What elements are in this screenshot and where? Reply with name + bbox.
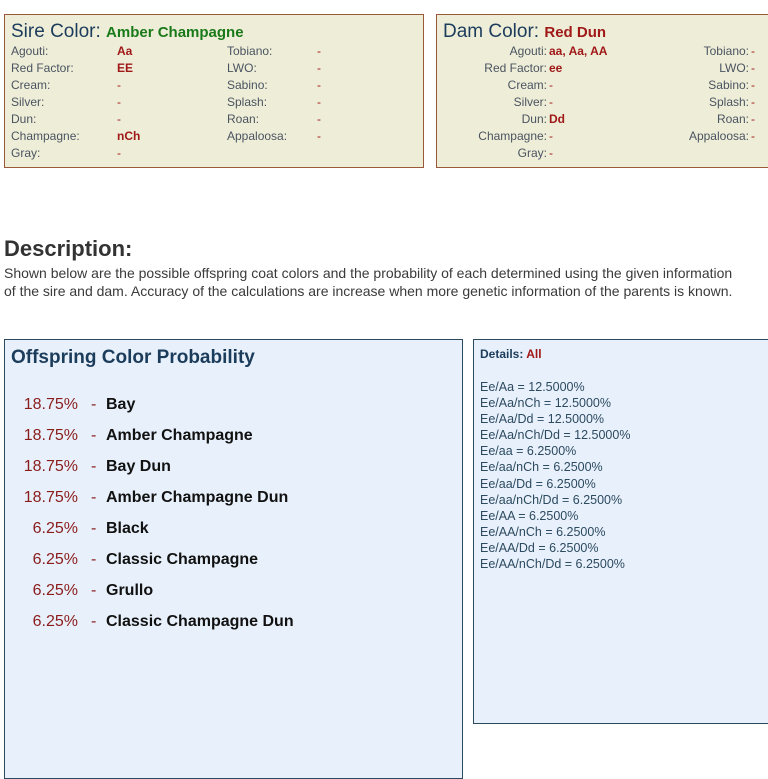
dam-gene-label: Agouti: [509,44,547,58]
offspring-item [5,458,445,482]
dam-gene-value: - [751,129,755,143]
dam-gene-value: - [751,112,755,126]
sire-gene-value: EE [117,61,134,75]
sire-color-name: Amber Champagne [106,24,244,41]
dam-title-label: Dam Color: [443,21,540,42]
sire-gene-value: Aa [117,44,133,58]
offspring-percent: 6.25% [32,582,78,599]
details-line: Ee/Aa/Dd = 12.5000% [480,412,605,427]
dam-gene-label: Tobiano: [703,44,749,58]
details-line: Ee/Aa = 12.5000% [480,380,585,394]
dam-color-panel [436,14,768,168]
offspring-separator: - [91,427,97,444]
sire-gene-value: - [317,78,321,92]
offspring-item [5,582,445,606]
sire-gene-label: Splash: [227,95,268,109]
dam-gene-value: - [751,95,755,109]
dam-gene-label: Champagne: [478,129,547,143]
dam-gene-value: - [549,78,553,92]
sire-gene-label: Agouti: [11,44,49,58]
offspring-item [5,427,445,451]
dam-gene-value: - [751,61,755,75]
sire-gene-value: - [117,112,121,126]
offspring-color-name: Amber Champagne Dun [106,489,289,506]
sire-gene-value: - [317,95,321,109]
sire-gene-label: LWO: [227,61,257,75]
offspring-percent: 6.25% [32,551,78,568]
dam-gene-value: - [751,78,755,92]
offspring-color-name: Classic Champagne Dun [106,613,294,630]
offspring-separator: - [91,551,97,568]
offspring-separator: - [91,396,97,413]
details-filter-link[interactable]: All [526,347,542,361]
sire-gene-value: - [317,112,321,126]
offspring-item [5,520,445,544]
offspring-color-name: Bay [106,396,136,413]
offspring-item [5,551,445,575]
details-line: Ee/AA/nCh = 6.2500% [480,524,606,539]
offspring-title: Offspring Color Probability [11,347,255,368]
offspring-separator: - [91,458,97,475]
sire-gene-label: Gray: [11,146,41,160]
sire-gene-label: Sabino: [227,78,268,92]
details-line: Ee/Aa/nCh/Dd = 12.5000% [480,428,631,443]
dam-gene-value: Dd [549,112,565,126]
sire-gene-label: Red Factor: [11,61,74,75]
offspring-item [5,489,445,513]
sire-gene-value: - [317,44,321,58]
sire-gene-label: Tobiano: [227,44,273,58]
offspring-color-name: Grullo [106,582,154,599]
sire-title [11,21,244,43]
dam-gene-label: LWO: [719,61,749,75]
sire-gene-value: - [117,78,121,92]
sire-gene-label: Appaloosa: [227,129,288,143]
details-line: Ee/AA/Dd = 6.2500% [480,540,599,555]
sire-gene-label: Cream: [11,78,51,92]
dam-gene-label: Gray: [517,146,547,160]
dam-title [443,21,606,43]
offspring-percent: 6.25% [32,520,78,537]
offspring-color-name: Classic Champagne [106,551,259,568]
details-line: Ee/AA = 6.2500% [480,508,579,523]
sire-gene-value: - [117,146,121,160]
offspring-percent: 18.75% [23,489,78,506]
offspring-percent: 6.25% [32,613,78,630]
sire-gene-label: Roan: [227,112,260,126]
dam-gene-label: Splash: [708,95,749,109]
dam-gene-value: - [751,44,755,58]
details-list [480,379,630,572]
offspring-item [5,396,445,420]
details-line: Ee/aa = 6.2500% [480,444,577,459]
details-line: Ee/Aa/nCh = 12.5000% [480,396,611,411]
sire-gene-label: Dun: [11,112,37,126]
description-text: Shown below are the possible offspring coat colors and the probability of each determined using the given information of the sire and dam. Accuracy of the calculations are increase when more genetic information of the parents is known. [4,265,733,299]
dam-gene-label: Red Factor: [484,61,547,75]
offspring-item [5,613,445,637]
dam-gene-value: aa, Aa, AA [549,44,608,58]
details-label: Details: [480,347,524,361]
offspring-separator: - [91,582,97,599]
offspring-percent: 18.75% [23,396,78,413]
offspring-percent: 18.75% [23,427,78,444]
description-title: Description: [4,236,133,261]
details-line: Ee/aa/Dd = 6.2500% [480,476,596,491]
offspring-probability-panel [4,339,463,779]
sire-gene-label: Silver: [11,95,45,109]
dam-gene-value: - [549,95,553,109]
dam-gene-label: Silver: [513,95,547,109]
details-header [480,347,542,361]
details-line: Ee/AA/nCh/Dd = 6.2500% [480,557,625,572]
dam-gene-value: - [549,146,553,160]
dam-gene-label: Sabino: [708,78,749,92]
offspring-separator: - [91,489,97,506]
dam-gene-label: Roan: [716,112,749,126]
offspring-separator: - [91,520,97,537]
sire-gene-value: - [117,95,121,109]
dam-gene-value: - [549,129,553,143]
offspring-color-name: Amber Champagne [106,427,253,444]
dam-gene-label: Appaloosa: [688,129,749,143]
offspring-percent: 18.75% [23,458,78,475]
offspring-color-name: Bay Dun [106,458,171,475]
offspring-separator: - [91,613,97,630]
sire-gene-label: Champagne: [11,129,80,143]
sire-title-label: Sire Color: [11,21,101,42]
dam-color-name: Red Dun [544,24,607,41]
sire-gene-value: - [317,129,321,143]
sire-color-panel [4,14,424,168]
dam-gene-value: ee [549,61,563,75]
dam-gene-label: Dun: [521,112,547,126]
offspring-color-name: Black [106,520,149,537]
details-line: Ee/aa/nCh/Dd = 6.2500% [480,492,623,507]
sire-gene-value: nCh [117,129,141,143]
sire-gene-value: - [317,61,321,75]
dam-gene-label: Cream: [507,78,547,92]
details-line: Ee/aa/nCh = 6.2500% [480,460,603,475]
details-panel [473,339,768,724]
